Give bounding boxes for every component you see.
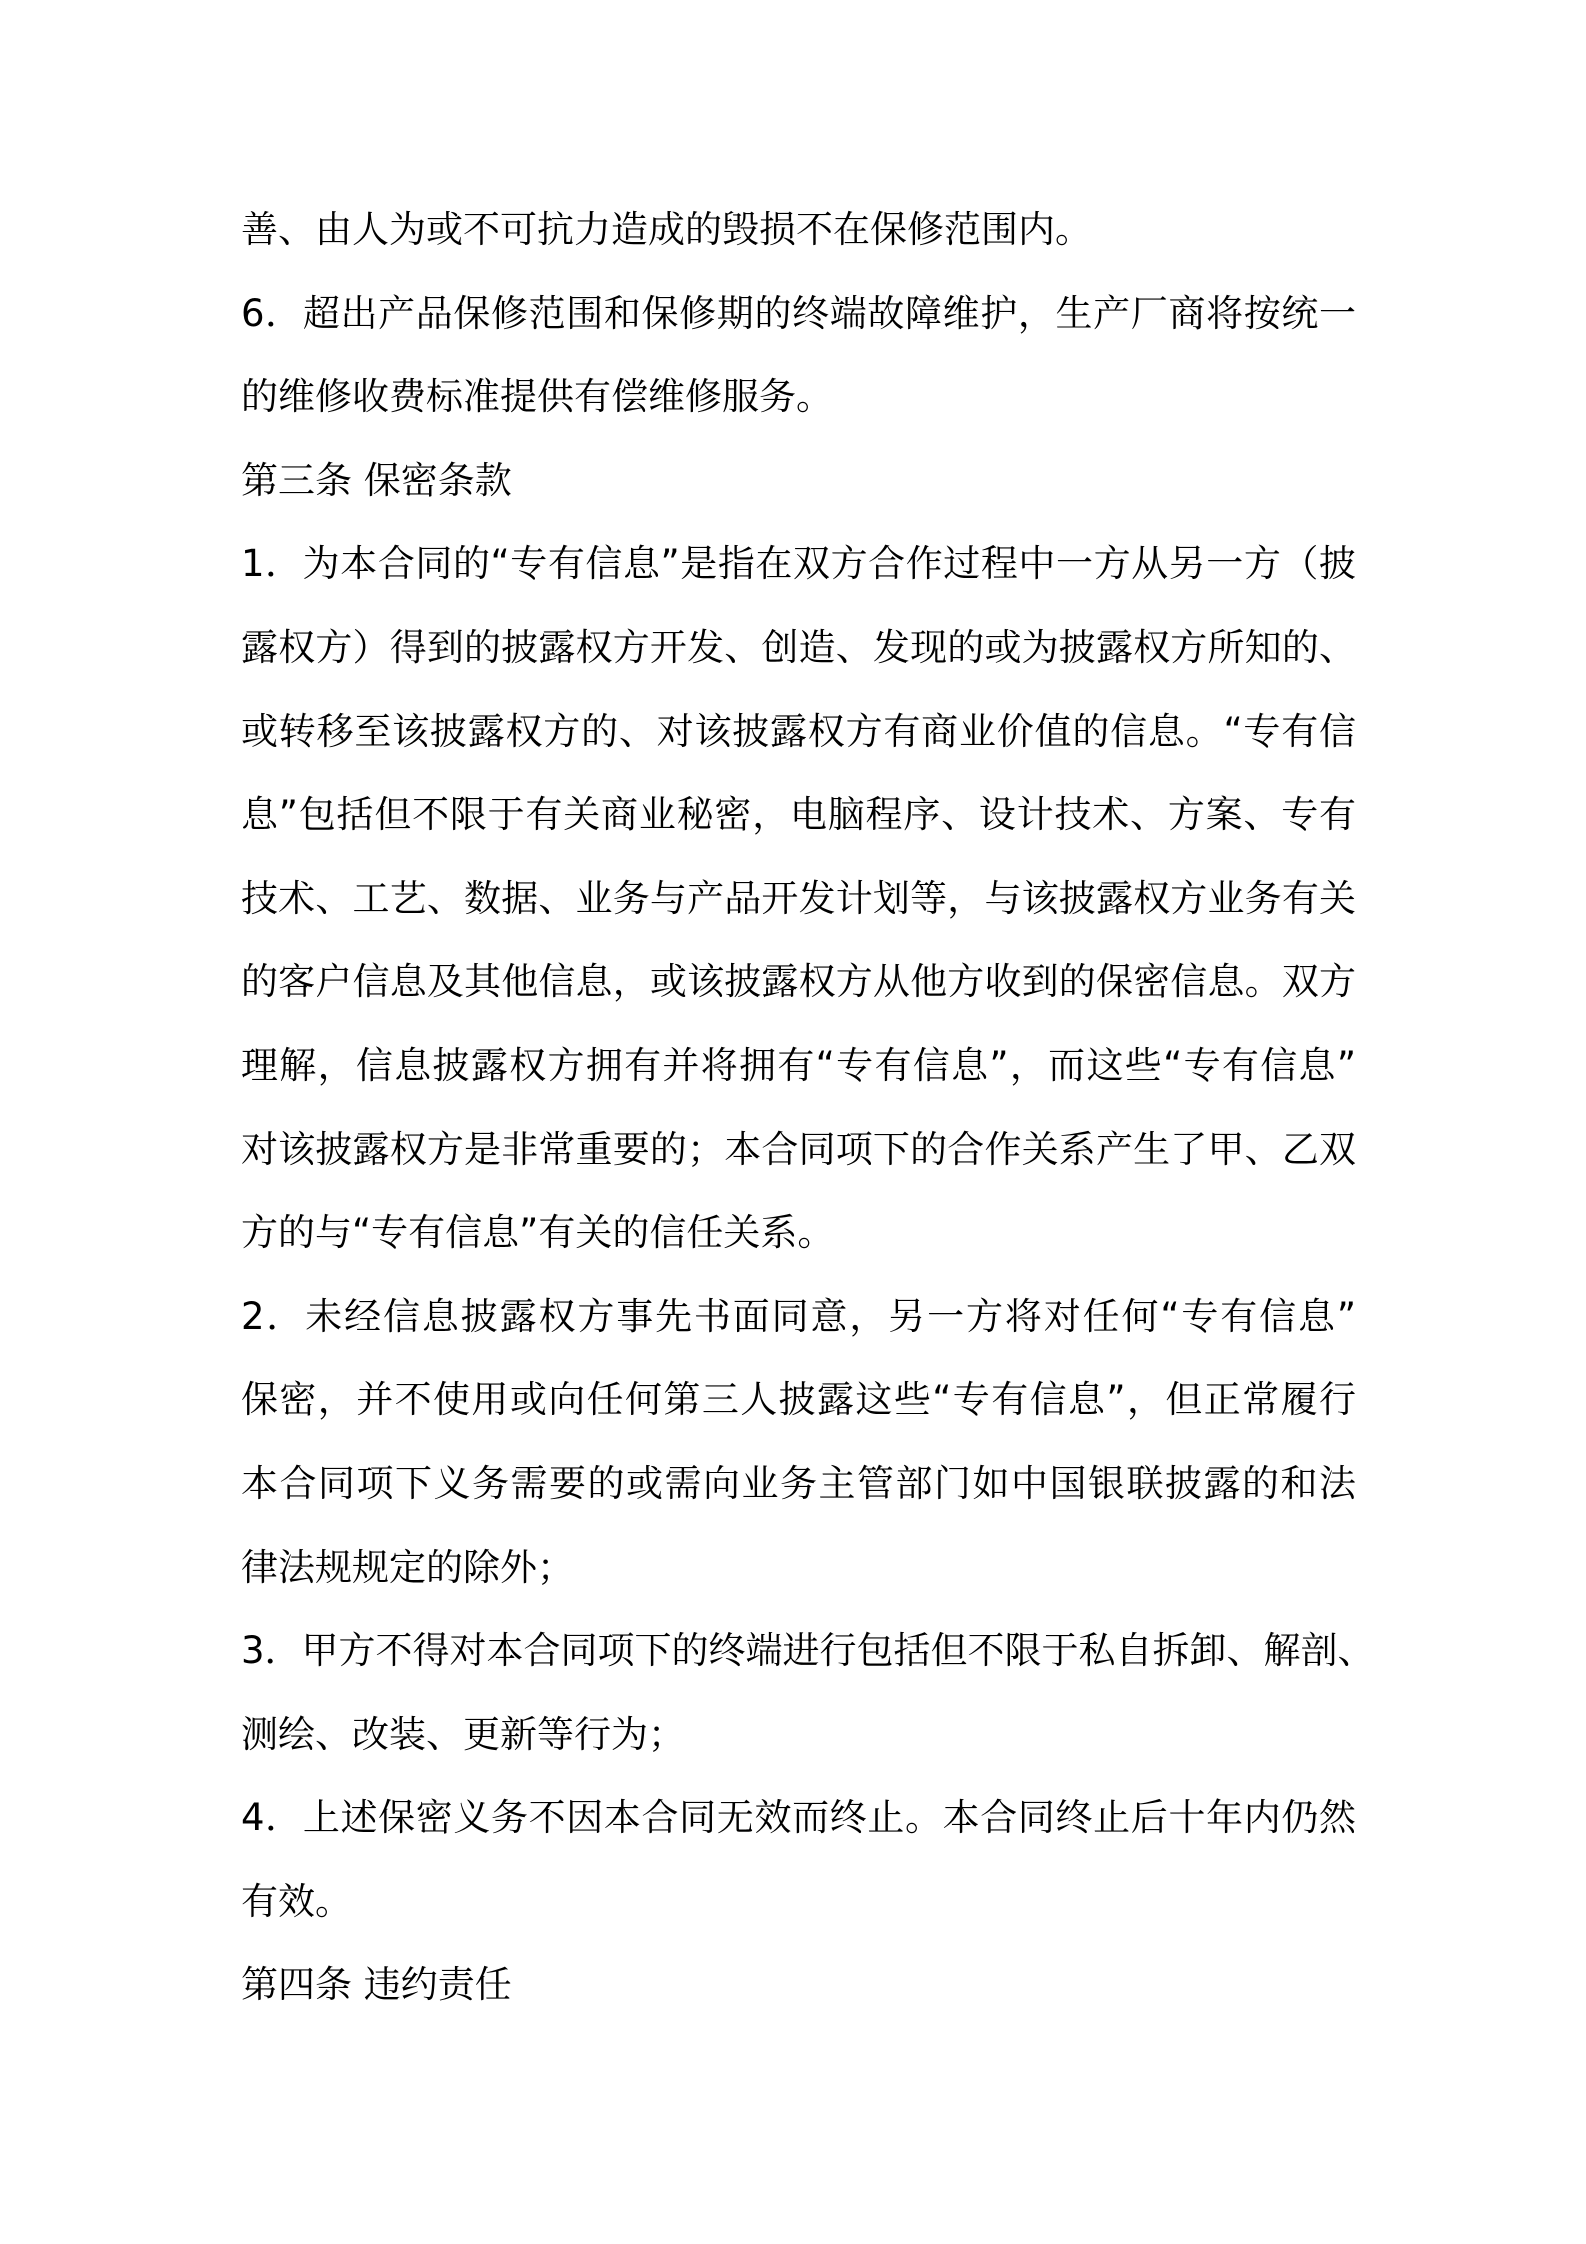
section-heading: 第四条 违约责任 bbox=[241, 1963, 512, 2007]
text-line: 3．甲方不得对本合同项下的终端进行包括但不限于私自拆卸、解剖、 bbox=[241, 1629, 1375, 1673]
text-line: 的客户信息及其他信息，或该披露权方从他方收到的保密信息。双方 bbox=[241, 960, 1356, 1004]
text-line: 对该披露权方是非常重要的；本合同项下的合作关系产生了甲、乙双 bbox=[241, 1127, 1356, 1171]
text-line: 2．未经信息披露权方事先书面同意，另一方将对任何“专有信息” bbox=[241, 1294, 1356, 1338]
text-line: 测绘、改装、更新等行为； bbox=[241, 1712, 685, 1756]
text-line: 律法规规定的除外； bbox=[241, 1545, 574, 1589]
text-line: 本合同项下义务需要的或需向业务主管部门如中国银联披露的和法 bbox=[241, 1461, 1356, 1505]
text-line: 6．超出产品保修范围和保修期的终端故障维护，生产厂商将按统一 bbox=[241, 291, 1356, 335]
text-line: 理解，信息披露权方拥有并将拥有“专有信息”，而这些“专有信息” bbox=[241, 1043, 1356, 1087]
text-line: 1．为本合同的“专有信息”是指在双方合作过程中一方从另一方（披 bbox=[241, 542, 1356, 586]
document-body bbox=[241, 200, 1375, 2039]
text-line: 4．上述保密义务不因本合同无效而终止。本合同终止后十年内仍然 bbox=[241, 1796, 1356, 1840]
text-line: 方的与“专有信息”有关的信任关系。 bbox=[241, 1211, 835, 1255]
text-line: 或转移至该披露权方的、对该披露权方有商业价值的信息。“专有信 bbox=[241, 709, 1356, 753]
text-line: 技术、工艺、数据、业务与产品开发计划等，与该披露权方业务有关 bbox=[241, 876, 1356, 920]
text-line: 有效。 bbox=[241, 1879, 352, 1923]
text-line: 的维修收费标准提供有偿维修服务。 bbox=[241, 375, 833, 419]
text-line: 露权方）得到的披露权方开发、创造、发现的或为披露权方所知的、 bbox=[241, 625, 1356, 669]
text-line: 息”包括但不限于有关商业秘密，电脑程序、设计技术、方案、专有 bbox=[241, 793, 1356, 837]
text-line: 善、由人为或不可抗力造成的毁损不在保修范围内。 bbox=[241, 208, 1092, 251]
text-line: 保密，并不使用或向任何第三人披露这些“专有信息”，但正常履行 bbox=[241, 1378, 1356, 1422]
section-heading: 第三条 保密条款 bbox=[241, 458, 512, 502]
